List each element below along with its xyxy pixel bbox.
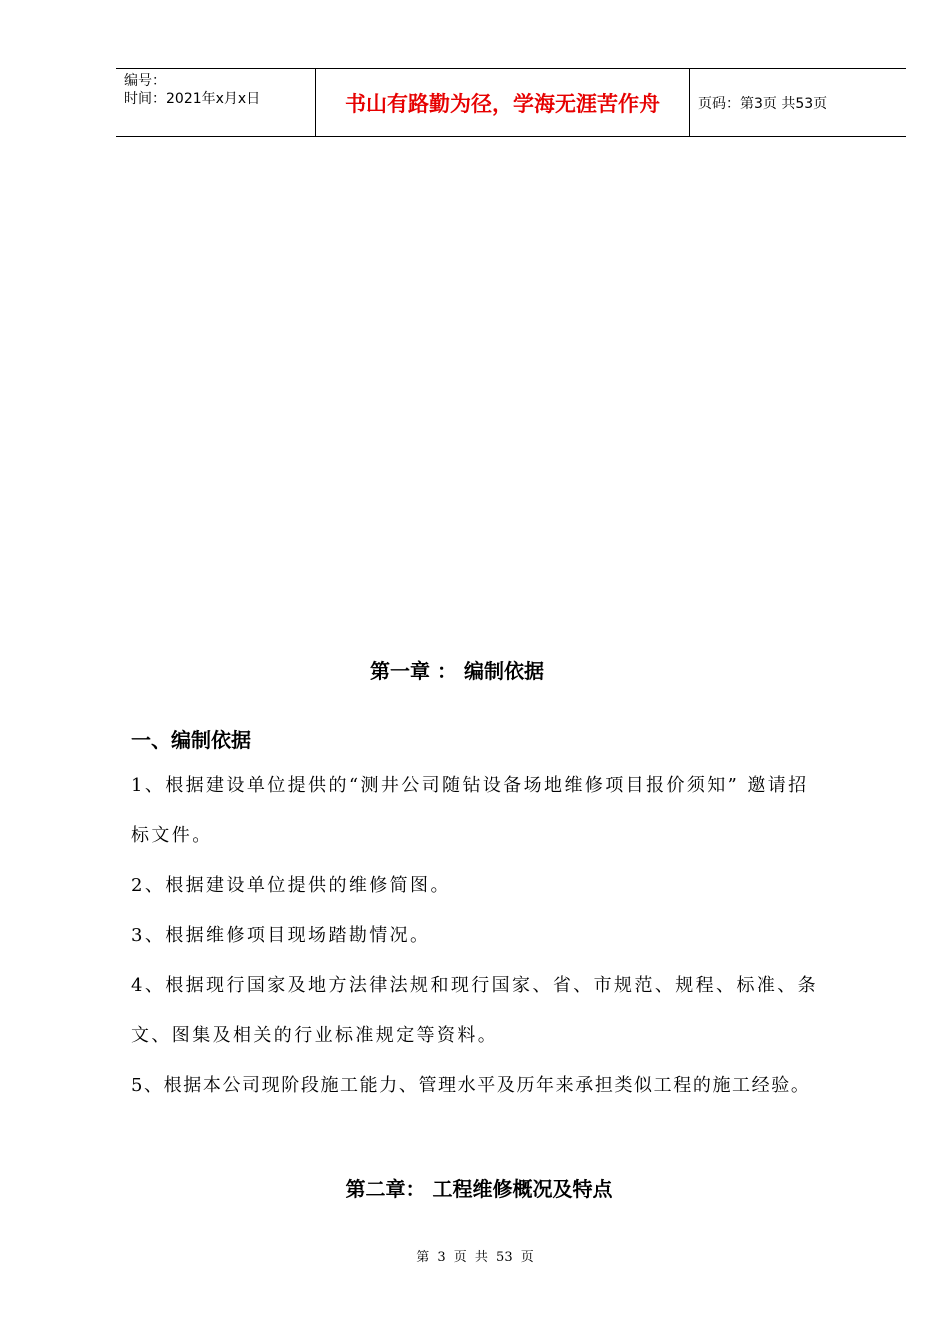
paragraph-line-3: 2、根据建设单位提供的维修简图。 [131, 875, 451, 896]
chapter-2-title: 第二章： 工程维修概况及特点 [345, 1177, 613, 1201]
paragraph-line-2: 标文件。 [131, 825, 213, 846]
header-meta-cell [116, 69, 316, 136]
document-date-label: 时间：2021年x月x日 [124, 91, 261, 107]
paragraph-line-1: 1、根据建设单位提供的“测井公司随钻设备场地维修项目报价须知” 邀请招 [131, 775, 809, 796]
header-motto: 书山有路勤为径，学海无涯苦作舟 [345, 91, 660, 116]
paragraph-line-6: 文、图集及相关的行业标准规定等资料。 [131, 1025, 499, 1046]
header-motto-cell [316, 69, 690, 136]
paragraph-line-7: 5、根据本公司现阶段施工能力、管理水平及历年来承担类似工程的施工经验。 [131, 1075, 811, 1096]
section-heading-basis: 一、编制依据 [131, 728, 251, 752]
header-page-cell [690, 69, 906, 136]
document-number-label: 编号： [124, 73, 166, 89]
page-footer: 第 3 页 共 53 页 [416, 1250, 534, 1265]
page-header [116, 68, 906, 137]
chapter-1-title: 第一章 ： 编制依据 [370, 659, 544, 683]
paragraph-line-5: 4、根据现行国家及地方法律法规和现行国家、省、市规范、规程、标准、条 [131, 975, 819, 996]
paragraph-line-4: 3、根据维修项目现场踏勘情况。 [131, 925, 431, 946]
header-page-number: 页码：第3页 共53页 [698, 95, 828, 112]
